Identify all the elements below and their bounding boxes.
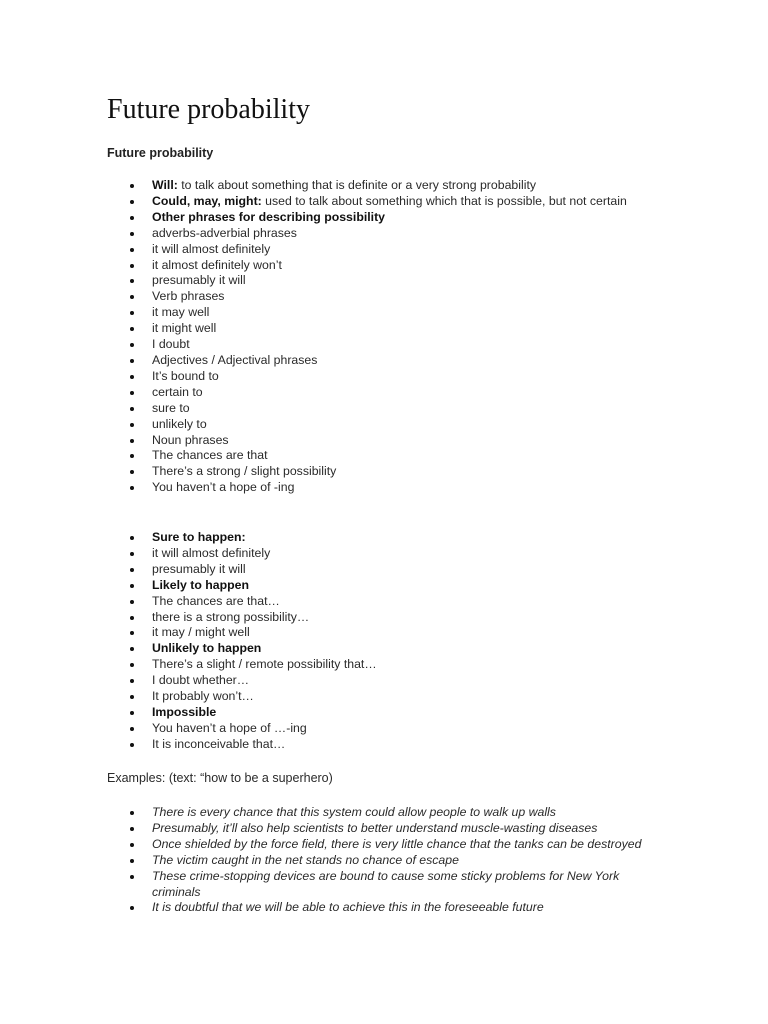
bullet-icon	[130, 439, 134, 443]
list-item-text: presumably it will	[152, 561, 246, 576]
list-item-text: You haven’t a hope of …-ing	[152, 720, 307, 735]
bullet-icon	[130, 184, 134, 188]
list-item	[0, 530, 660, 546]
list-item-text: certain to	[152, 384, 203, 399]
list-item	[0, 369, 660, 385]
list-item	[0, 178, 660, 194]
list-item	[0, 594, 660, 610]
list-item	[0, 853, 660, 869]
list-item	[0, 289, 660, 305]
bullet-icon	[130, 616, 134, 620]
bullet-icon	[130, 647, 134, 651]
list-item-bold: Likely to happen	[152, 577, 250, 592]
list-item	[0, 562, 660, 578]
likelihood-categories-list	[0, 530, 660, 753]
list-item-text: The chances are that	[152, 448, 268, 463]
list-item-bold: Unlikely to happen	[152, 641, 262, 656]
list-item-text: Once shielded by the force field, there is very little chance that the tanks can be destroyed	[152, 836, 642, 851]
list-item-text: used to talk about something which that is possible, but not certain	[261, 193, 627, 208]
list-item	[0, 226, 660, 242]
bullet-icon	[130, 375, 134, 379]
bullet-icon	[130, 454, 134, 458]
list-item-text: There’s a strong / slight possibility	[152, 464, 337, 479]
list-item	[0, 657, 660, 673]
list-item-text: The victim caught in the net stands no chance of escape	[152, 852, 459, 867]
list-item	[0, 625, 660, 641]
bullet-icon	[130, 343, 134, 347]
list-item	[0, 641, 660, 657]
list-item	[0, 546, 660, 562]
list-item-text: Noun phrases	[152, 432, 229, 447]
list-item	[0, 464, 660, 480]
bullet-icon	[130, 631, 134, 635]
list-item-text: You haven’t a hope of -ing	[152, 480, 295, 495]
bullet-icon	[130, 584, 134, 588]
list-item	[0, 673, 660, 689]
bullet-icon	[130, 711, 134, 715]
list-item-text: Presumably, it’ll also help scientists to better understand muscle-wasting diseases	[152, 820, 598, 835]
list-item-text: Adjectives / Adjectival phrases	[152, 352, 318, 367]
list-item	[0, 194, 660, 210]
list-item-text: it might well	[152, 321, 217, 336]
bullet-icon	[130, 906, 134, 910]
list-item	[0, 610, 660, 626]
bullet-icon	[130, 216, 134, 220]
list-item	[0, 242, 660, 258]
list-item	[0, 737, 660, 753]
list-item	[0, 821, 660, 837]
bullet-icon	[130, 536, 134, 540]
bullet-icon	[130, 679, 134, 683]
page-title: Future probability	[107, 94, 310, 125]
list-item-text: sure to	[152, 400, 190, 415]
list-item	[0, 433, 660, 449]
list-item-bold: Will:	[152, 178, 178, 192]
list-item-text: it may / might well	[152, 625, 250, 640]
bullet-icon	[130, 359, 134, 363]
list-item-text: It probably won’t…	[152, 689, 254, 704]
list-item	[0, 480, 660, 496]
bullet-icon	[130, 486, 134, 490]
list-item-text: It is doubtful that we will be able to achieve this in the foreseeable future	[152, 900, 544, 915]
examples-list	[0, 805, 660, 916]
list-item-text: Verb phrases	[152, 289, 225, 304]
list-item	[0, 721, 660, 737]
bullet-icon	[130, 391, 134, 395]
list-item	[0, 258, 660, 274]
list-item	[0, 401, 660, 417]
list-item	[0, 837, 660, 853]
bullet-icon	[130, 827, 134, 831]
bullet-icon	[130, 232, 134, 236]
bullet-icon	[130, 279, 134, 283]
list-item	[0, 869, 660, 901]
section-heading: Future probability	[107, 146, 214, 160]
bullet-icon	[130, 600, 134, 604]
list-item-text: presumably it will	[152, 273, 246, 288]
list-item	[0, 353, 660, 369]
bullet-icon	[130, 695, 134, 699]
list-item	[0, 321, 660, 337]
list-item-text: There’s a slight / remote possibility that…	[152, 657, 377, 672]
examples-heading: Examples: (text: “how to be a superhero)	[107, 771, 333, 785]
bullet-icon	[130, 423, 134, 427]
list-item	[0, 578, 660, 594]
list-item-text: it almost definitely won’t	[152, 257, 282, 272]
list-item-text: to talk about something that is definite or a very strong probability	[177, 178, 537, 192]
list-item-text: I doubt	[152, 337, 190, 352]
list-item-text: it will almost definitely	[152, 545, 271, 560]
list-item	[0, 448, 660, 464]
probability-phrases-list	[0, 178, 660, 496]
bullet-icon	[130, 295, 134, 299]
list-item-text: These crime-stopping devices are bound to cause some sticky problems for New York criminals	[152, 868, 620, 899]
bullet-icon	[130, 470, 134, 474]
bullet-icon	[130, 327, 134, 331]
bullet-icon	[130, 843, 134, 847]
list-item	[0, 689, 660, 705]
list-item-bold: Could, may, might:	[152, 193, 262, 208]
list-item	[0, 273, 660, 289]
bullet-icon	[130, 264, 134, 268]
list-item	[0, 337, 660, 353]
bullet-icon	[130, 248, 134, 252]
list-item	[0, 705, 660, 721]
bullet-icon	[130, 552, 134, 556]
list-item-text: unlikely to	[152, 416, 207, 431]
bullet-icon	[130, 200, 134, 204]
list-item-text: There is every chance that this system could allow people to walk up walls	[152, 805, 556, 819]
bullet-icon	[130, 568, 134, 572]
list-item-text: adverbs-adverbial phrases	[152, 225, 297, 240]
bullet-icon	[130, 663, 134, 667]
list-item-bold: Sure to happen:	[152, 530, 246, 544]
list-item	[0, 210, 660, 226]
bullet-icon	[130, 811, 134, 815]
bullet-icon	[130, 743, 134, 747]
bullet-icon	[130, 875, 134, 879]
list-item	[0, 805, 660, 821]
list-item-text: I doubt whether…	[152, 673, 250, 688]
list-item-text: there is a strong possibility…	[152, 609, 310, 624]
list-item-text: It’s bound to	[152, 368, 219, 383]
list-item	[0, 900, 660, 916]
bullet-icon	[130, 407, 134, 411]
list-item-text: it may well	[152, 305, 210, 320]
bullet-icon	[130, 311, 134, 315]
list-item-text: The chances are that…	[152, 593, 280, 608]
list-item-text: It is inconceivable that…	[152, 736, 286, 751]
bullet-icon	[130, 727, 134, 731]
list-item-bold: Other phrases for describing possibility	[152, 209, 386, 224]
list-item-text: it will almost definitely	[152, 241, 271, 256]
list-item	[0, 305, 660, 321]
bullet-icon	[130, 859, 134, 863]
list-item	[0, 417, 660, 433]
list-item-bold: Impossible	[152, 704, 217, 719]
list-item	[0, 385, 660, 401]
